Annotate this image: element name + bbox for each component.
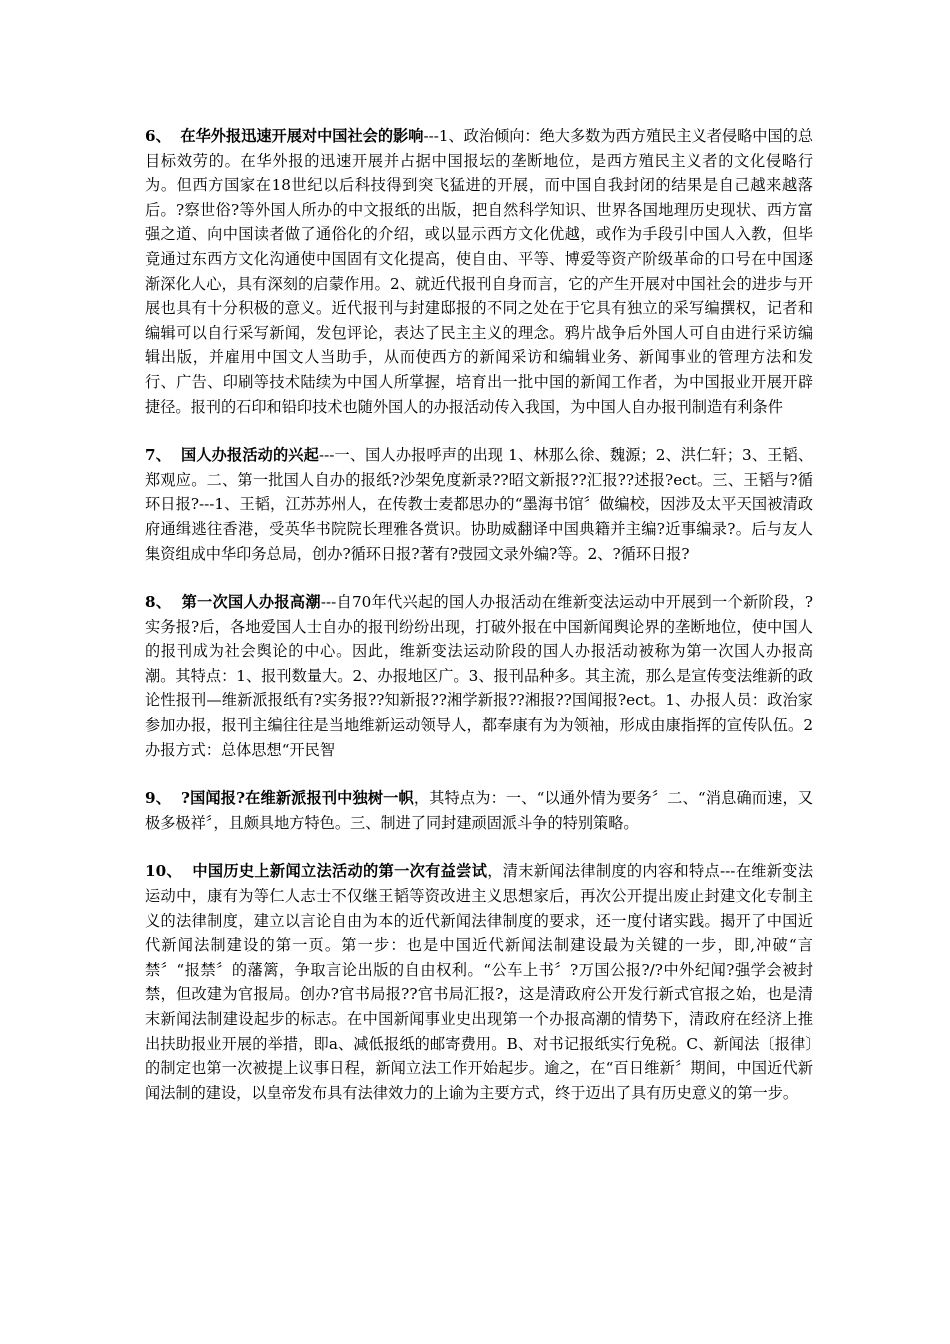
section-body: ---一、国人办报呼声的出现 1、林那么徐、魏源；2、洪仁轩；3、王韬、郑观应。二、第一批国人自办的报纸?沙架免度新录??昭文新报??汇报??述报?ect。三、王韬与?循环日报?---1、王韬，江苏苏州人，在传教士麦都思办的“墨海书馆〞做编校，因涉及太平天国被清政府通缉逃往香港，受英华书院院长理雅各赏识。协助威翻译中国典籍并主编?近事编录?。后与友人集资组成中华印务总局，创办?循环日报?著有?弢园文录外编?等。2、?循环日报? bbox=[145, 446, 814, 563]
section-title: ?国闻报?在维新派报刊中独树一帜 bbox=[181, 789, 414, 808]
section-paragraph bbox=[145, 859, 813, 1105]
section-7 bbox=[145, 443, 813, 566]
section-number: 10、 bbox=[145, 862, 182, 881]
section-6 bbox=[145, 124, 813, 419]
document-page bbox=[145, 124, 813, 1129]
section-title: 第一次国人办报高潮 bbox=[181, 593, 321, 612]
section-paragraph bbox=[145, 443, 813, 566]
section-8 bbox=[145, 590, 813, 762]
section-body: ---1、政治倾向：绝大多数为西方殖民主义者侵略中国的总目标效劳的。在华外报的迅速开展并占据中国报坛的垄断地位，是西方殖民主义者的文化侵略行为。但西方国家在18世纪以后科技得到突飞猛进的开展，而中国自我封闭的结果是自己越来越落后。?察世俗?等外国人所办的中文报纸的出版，把自然科学知识、世界各国地理历史现状、西方富强之道、向中国读者做了通俗化的介绍，或以显示西方文化优越，或作为手段引中国人入教，但毕竟通过东西方文化沟通使中国固有文化提高，使自由、平等、博爱等资产阶级革命的口号在中国逐渐深化人心，具有深刻的启蒙作用。2、就近代报刊自身而言，它的产生开展对中国社会的进步与开展也具有十分积极的意义。近代报刊与封建邸报的不同之处在于它具有独立的采写编撰权，记者和编辑可以自行采写新闻，发包评论，表达了民主主义的理念。鸦片战争后外国人可自由进行采访编辑出版，并雇用中国文人当助手，从而使西方的新闻采访和编辑业务、新闻事业的管理方法和发行、广告、印刷等技术陆续为中国人所掌握，培育出一批中国的新闻工作者，为中国报业开展开辟捷径。报刊的石印和铅印技术也随外国人的办报活动传入我国，为中国人自办报刊制造有利条件 bbox=[145, 127, 814, 416]
section-body: ，清末新闻法律制度的内容和特点---在维新变法运动中，康有为等仁人志士不仅继王韬等资改进主义思想家后，再次公开提出废止封建文化专制主义的法律制度，建立以言论自由为本的近代新闻法律制度的要求，还一度付诸实践。揭开了中国近代新闻法制建设的第一页。第一步：也是中国近代新闻法制建设最为关键的一步，即,冲破“言禁〞“报禁〞的藩篱，争取言论出版的自由权利。“公车上书〞?万国公报?/?中外纪闻?强学会被封禁，但改建为官报局。创办?官书局报??官书局汇报?，这是清政府公开发行新式官报之始，也是清末新闻法制建设起步的标志。在中国新闻事业史出现第一个办报高潮的情势下，清政府在经济上推出扶助报业开展的举措，即a、减低报纸的邮寄费用。B、对书记报纸实行免税。C、新闻法〔报律〕的制定也第一次被提上议事日程，新闻立法工作开始起步。逾之，在“百日维新〞期间，中国近代新闻法制的建设，以皇帝发布具有法律效力的上谕为主要方式，终于迈出了具有历史意义的第一步。 bbox=[145, 862, 814, 1102]
section-9 bbox=[145, 786, 813, 835]
section-paragraph bbox=[145, 590, 813, 762]
section-paragraph bbox=[145, 786, 813, 835]
section-10 bbox=[145, 859, 813, 1105]
section-title: 中国历史上新闻立法活动的第一次有益尝试 bbox=[192, 862, 488, 881]
section-paragraph bbox=[145, 124, 813, 419]
section-title: 在华外报迅速开展对中国社会的影响 bbox=[180, 127, 424, 145]
section-title: 国人办报活动的兴起 bbox=[181, 446, 319, 465]
section-number: 8、 bbox=[145, 593, 172, 612]
section-body: ，其特点为：一、“以通外情为要务〞二、“消息确而速，又极多极祥〞，且颇具地方特色。三、制进了同封建顽固派斗争的特别策略。 bbox=[145, 789, 814, 832]
section-number: 9、 bbox=[145, 789, 172, 808]
section-number: 6、 bbox=[145, 127, 171, 145]
section-body: ---自70年代兴起的国人办报活动在维新变法运动中开展到一个新阶段，?实务报?后，各地爱国人士自办的报刊纷纷出现，打破外报在中国新闻舆论界的垄断地位，使中国人的报刊成为社会舆论的中心。因此，维新变法运动阶段的国人办报活动被称为第一次国人办报高潮。其特点：1、报刊数量大。2、办报地区广。3、报刊品种多。其主流，那么是宣传变法维新的政论性报刊—维新派报纸有?实务报??知新报??湘学新报??湘报??国闻报?ect。1、办报人员：政治家参加办报，报刊主编往往是当地维新运动领导人，都奉康有为为领袖，形成由康指挥的宣传队伍。2办报方式：总体思想“开民智 bbox=[145, 593, 813, 759]
section-number: 7、 bbox=[145, 446, 172, 465]
